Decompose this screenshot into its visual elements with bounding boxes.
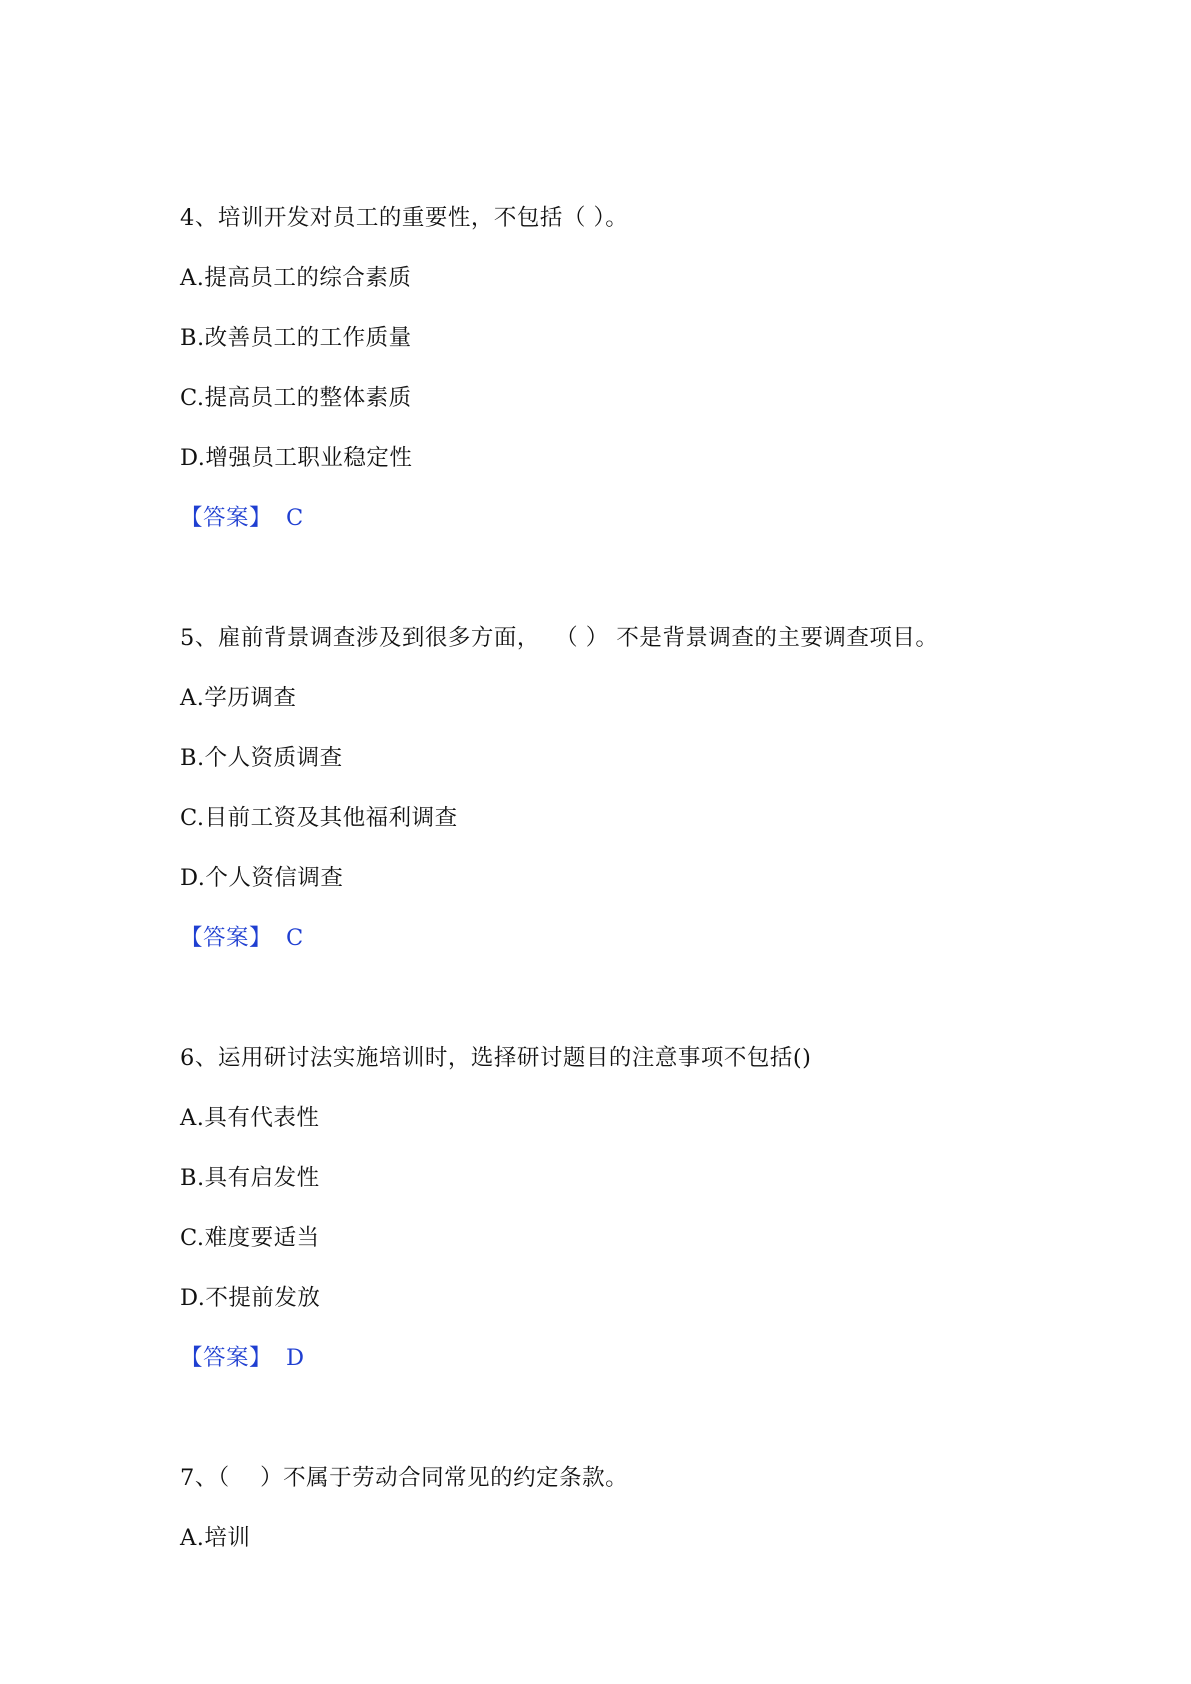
- question-6-option-a: A.具有代表性: [180, 1105, 320, 1131]
- question-4-stem: 4、培训开发对员工的重要性，不包括（ ）。: [180, 205, 629, 231]
- question-5-answer: [180, 922, 304, 954]
- question-5-option-d: D.个人资信调查: [180, 865, 344, 891]
- question-6-option-b: B.具有启发性: [180, 1165, 320, 1191]
- answer-label: 【答案】: [180, 925, 273, 951]
- question-6-option-d: D.不提前发放: [180, 1285, 321, 1311]
- question-5-option-b: B.个人资质调查: [180, 745, 343, 771]
- question-4-option-d: D.增强员工职业稳定性: [180, 445, 413, 471]
- question-7-stem: 7、（ ）不属于劳动合同常见的约定条款。: [180, 1465, 629, 1491]
- question-5-option-a: A.学历调查: [180, 685, 297, 711]
- answer-label: 【答案】: [180, 1345, 273, 1371]
- question-4-option-c: C.提高员工的整体素质: [180, 385, 412, 411]
- answer-label: 【答案】: [180, 505, 273, 531]
- question-4-option-a: A.提高员工的综合素质: [180, 265, 412, 291]
- answer-value: C: [286, 505, 304, 531]
- question-6-stem: 6、运用研讨法实施培训时，选择研讨题目的注意事项不包括(): [180, 1045, 812, 1071]
- question-7-option-a: A.培训: [180, 1525, 251, 1551]
- question-5-stem: 5、雇前背景调查涉及到很多方面， （ ） 不是背景调查的主要调查项目。: [180, 625, 939, 651]
- answer-value: C: [286, 925, 304, 951]
- question-6-answer: [180, 1342, 305, 1374]
- question-4-answer: [180, 502, 304, 534]
- answer-value: D: [286, 1345, 305, 1371]
- question-4-option-b: B.改善员工的工作质量: [180, 325, 412, 351]
- question-6-option-c: C.难度要适当: [180, 1225, 320, 1251]
- question-5-option-c: C.目前工资及其他福利调查: [180, 805, 458, 831]
